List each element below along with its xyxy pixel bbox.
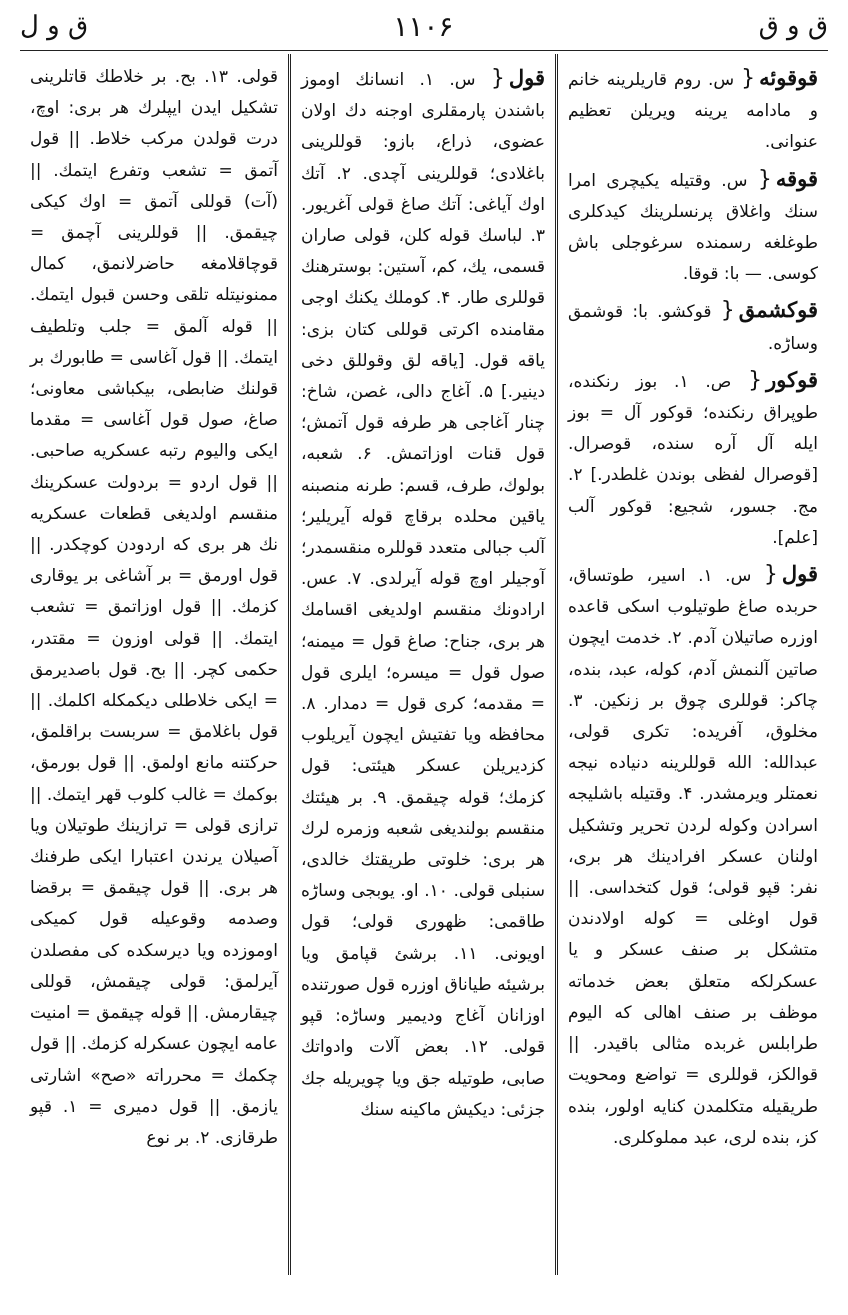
entry-definition: س. ۱. اسير، طوتساق، حربده صاغ طوتيلوب اسكى قاعده اوزره صاتيلان آدم. ۲. خدمت ايچون صاتين آلنمش آدم، كوله، عبد، بنده، چاكر: قوللرى چوق بر زنكين. ۳. مخلوق، آفريده: تكرى قولى، عبدالله: الله قوللرينه دنياده نيجه نعمتلر ويرمشدر. ۴. وقتيله باشليجه اسرادن وكوله لردن تحرير وتشكيل اولنان عسكر افرادينك هر برى، نفر: قپو قولى؛ قول كتخداسى. || قول اوغلى = كوله اولادندن متشكل بر صنف عسكر و يا عسكرلكه متعلق بعض خدماته موظف بر صنف اهالى كه اليوم طرابلس غربده مثالى باقيدر. || قوالكز، قوللرى = تواضع ومحويت طريقيله متكلمدن كنايه اولور، بنده كز، بنده لرى، عبد مملوكلرى. [568, 566, 819, 1148]
entry-headword: قول [781, 561, 819, 587]
entry-qoqona: قوقوئه{ س. روم قاريلرينه خانم و مادامه يرينه ويريلن تعظيم عنوانى. [568, 65, 819, 153]
entry-qul-slave: قول{ س. ۱. اسير، طوتساق، حربده صاغ طوتيلوب اسكى قاعده اوزره صاتيلان آدم. ۲. خدمت ايچون صاتين آلنمش آدم، كوله، عبد، بنده، چاكر: قوللرى چوق بر زنكين. ۳. مخلوق، آفريده: تكرى قولى، عبدالله: الله قوللرينه دنياده نيجه نعمتلر ويرمشدر. ۴. وقتيله باشليجه اسرادن وكوله لردن تحرير وتشكيل اولنان عسكر افرادينك هر برى، نفر: قپو قولى؛ قول كتخداسى. || قول اوغلى = كوله اولادندن متشكل بر صنف عسكر و يا عسكرلكه متعلق بعض خدماته موظف بر صنف اهالى كه اليوم طرابلس غربده مثالى باقيدر. || قوالكز، قوللرى = تواضع ومحويت طريقيله متكلمدن كنايه اولور، بنده كز، بنده لرى، عبد مملوكلرى. [568, 561, 819, 1148]
page-header [20, 6, 828, 46]
entry-headword: قول [508, 65, 546, 90]
column-middle [291, 54, 555, 1275]
header-left-letters: ق و ل [20, 11, 89, 41]
entry-definition: قوكشو. با: قوشمق وساڑه. [568, 302, 818, 354]
entry-definition: س. ۱. انسانك اوموز باشندن پارمقلرى اوجنه دك اولان عضوى، ذراع، بازو: قوللرينى باغلادى؛ قوللرينى آچدى. ۲. آتك اوك آياغى: آتك صاغ قولى آغريور. ۳. لباسك قوله كلن، قولى صاران قسمى، يك، كم، آستين: بوسترهنك قوللرى طار. ۴. كوملك يكنك اوجى مقامنده اكرتى قوللى كتان بزى: ياقه قول. [ياقه لق وقوللق دخى دينير.] ۵. آغاج دالى، غصن، شاخ: چنار آغاجى هر طرفه قول آتمش؛ قول قنات اوزاتمش. ۶. شعبه، بولوك، طرف، قسم: طرنه منصبنه ياقين محلده برقاچ قوله آيريلير؛ آلب جبالى متعدد قوللره منقسمدر؛ آوجيلر اوچ قوله آيرلدى. ۷. عس. ارادونك منقسم اولديغى اقسامك هر برى، جناح: صاغ قول = ميمنه؛ صول قول = ميسره؛ ايلرى قول = مقدمه؛ كرى قول = دمدار. ۸. محافظه ويا تفتيش ايچون آيريلوب كزديريلن عسكر هيئتى: قول كزمك؛ قوله چيقمق. ۹. بر هيئتك منقسم بولنديغى شعبه وزمره لرك هر برى: خلوتى طريقتك خالدى، سنبلى قولى. ۱۰. او. يوبجى وساڑه طاقمى: ظهورى قولى؛ قول اويونى. ۱۱. برشئ قپامق ويا برشيئه طياناق اوزره قول صورتنده اوزانان آغاج وديمير وساڑه: قپو قولى. ۱۲. بعض آلات وادواتك صابى، طوتيله جق ويا چويريله جك جزئى: ديكيش ماكينه سنك [300, 70, 546, 1120]
entry-gokur: قوكور{ ص. ۱. بوز رنكنده، طوپراق رنكنده؛ قوكور آل = بوز ايله آل آره سنده، قوصرال. [قوصرال لفظى بوندن غلطدر.] ۲. مج. جسور، شجيع: قوكور آلب [علم]. [568, 366, 818, 548]
entry-definition: س. روم قاريلرينه خانم و مادامه يرينه ويريلن تعظيم عنوانى. [568, 70, 818, 153]
entry-headword: قوقه [775, 165, 819, 191]
entry-headword: قوكور [766, 366, 818, 392]
entry-qol-continued [30, 62, 278, 1154]
entry-qoqa: قوقه{ س. وقتيله يكيچرى امرا سنك واغلاق پرنسلرينك كيدكلرى طوغلغه رسمنده سرغوجلى باش كوسى. — با: قوقا. [568, 165, 819, 285]
column-right [558, 54, 828, 1275]
entry-qol-arm: قول{ س. ۱. انسانك اوموز باشندن پارمقلرى اوجنه دك اولان عضوى، ذراع، بازو: قوللرينى باغلادى؛ قوللرينى آچدى. ۲. آتك اوك آياغى: آتك صاغ قولى آغريور. ۳. لباسك قوله كلن، قولى صاران قسمى، يك، كم، آستين: بوسترهنك قوللرى طار. ۴. كوملك يكنك اوجى مقامنده اكرتى قوللى كتان بزى: ياقه قول. [ياقه لق وقوللق دخى دينير.] ۵. آغاج دالى، غصن، شاخ: چنار آغاجى هر طرفه قول آتمش؛ قول قنات اوزاتمش. ۶. شعبه، بولوك، طرف، قسم: طرنه منصبنه ياقين محلده برقاچ قوله آيريلير؛ آلب جبالى متعدد قوللره منقسمدر؛ آوجيلر اوچ قوله آيرلدى. ۷. عس. ارادونك منقسم اولديغى اقسامك هر برى، جناح: صاغ قول = ميمنه؛ صول قول = ميسره؛ ايلرى قول = مقدمه؛ كرى قول = دمدار. ۸. محافظه ويا تفتيش ايچون آيريلوب كزديريلن عسكر هيئتى: قول كزمك؛ قوله چيقمق. ۹. بر هيئتك منقسم بولنديغى شعبه وزمره لرك هر برى: خلوتى طريقتك خالدى، سنبلى قولى. ۱۰. او. يوبجى وساڑه طاقمى: ظهورى قولى؛ قول اويونى. ۱۱. برشئ قپامق ويا برشيئه طياناق اوزره قول صورتنده اوزانان آغاج وديمير وساڑه: قپو قولى. ۱۲. بعض آلات وادواتك صابى، طوتيله جق ويا چويريله جك جزئى: ديكيش ماكينه سنك [300, 65, 546, 1120]
entry-headword: قوكشمق [738, 297, 818, 323]
page-number: ۱۱۰۶ [393, 9, 454, 43]
columns-container [20, 54, 828, 1275]
entry-qokushmaq: قوكشمق{ قوكشو. با: قوشمق وساڑه. [568, 297, 818, 354]
entry-headword: قوقوئه [759, 65, 819, 90]
entry-definition: س. وقتيله يكيچرى امرا سنك واغلاق پرنسلرينك كيدكلرى طوغلغه رسمنده سرغوجلى باش كوسى. — با: قوقا. [568, 170, 818, 285]
entry-definition: قولى. ۱۳. بح. بر خلاطك قاتلرينى تشكيل ايدن ايپلرك هر برى: اوچ، درت قولدن مركب خلاط. || قول آتمق = تشعب وتفرع ايتمك. || (آت) قوللى آتمق = اوك كيكى چيقمق. || قوللرينى آچمق = قوچاقلامغه حاضرلانمق، كمال ممنونيتله تلقى وحسن قبول ايتمك. || قوله آلمق = جلب وتلطيف ايتمك. || قول آغاسى = طابورك بر قولنك ضابطى، بيكباشى معاونى؛ صاغ، صول قول آغاسى = مقدما ايكى واليوم رتبه عسكريه صاحبى. || قول اردو = بردولت عسكرينك منقسم اولديغى قطعات عسكريه نك هر برى كه اردودن كوچكدر. || قول اورمق = بر آشاغى بر يوقارى كزمك. || قول اوزاتمق = تشعب ايتمك. || قولى اوزون = مقتدر، حكمى كچر. || بح. قول باصديرمق = ايكى خلاطلى ديكمكله اكلمك. || قول باغلامق = سربست براقلمق، حركتنه مانع اولمق. || قول بورمق، بوكمك = غالب كلوب قهر ايتمك. || ترازى قولى = ترازينك طوتيلان ويا آصيلان يرندن اعتبارا ايكى طرفنك هر برى. || قول چيقمق = برقضا وصدمه وقوعيله قول كميكى اوموزده ويا ديرسكده كى مفصلدن آيرلمق: قولى چيقمش، قوللى چيقارمش. || قوله چيقمق = امنيت عامه ايچون عسكرله كزمك. || قول چكمك = محرراته «صح» اشارتى يازمق. || قول دميرى = ۱. قپو طرقازى. ۲. بر نوع [29, 67, 278, 1148]
column-left [20, 54, 288, 1275]
header-divider [20, 50, 828, 51]
entry-definition: ص. ۱. بوز رنكنده، طوپراق رنكنده؛ قوكور آل = بوز ايله آل آره سنده، قوصرال. [قوصرال لفظى بوندن غلطدر.] ۲. مج. جسور، شجيع: قوكور آلب [علم]. [568, 371, 818, 548]
header-right-letters: ق و ق [758, 11, 828, 41]
